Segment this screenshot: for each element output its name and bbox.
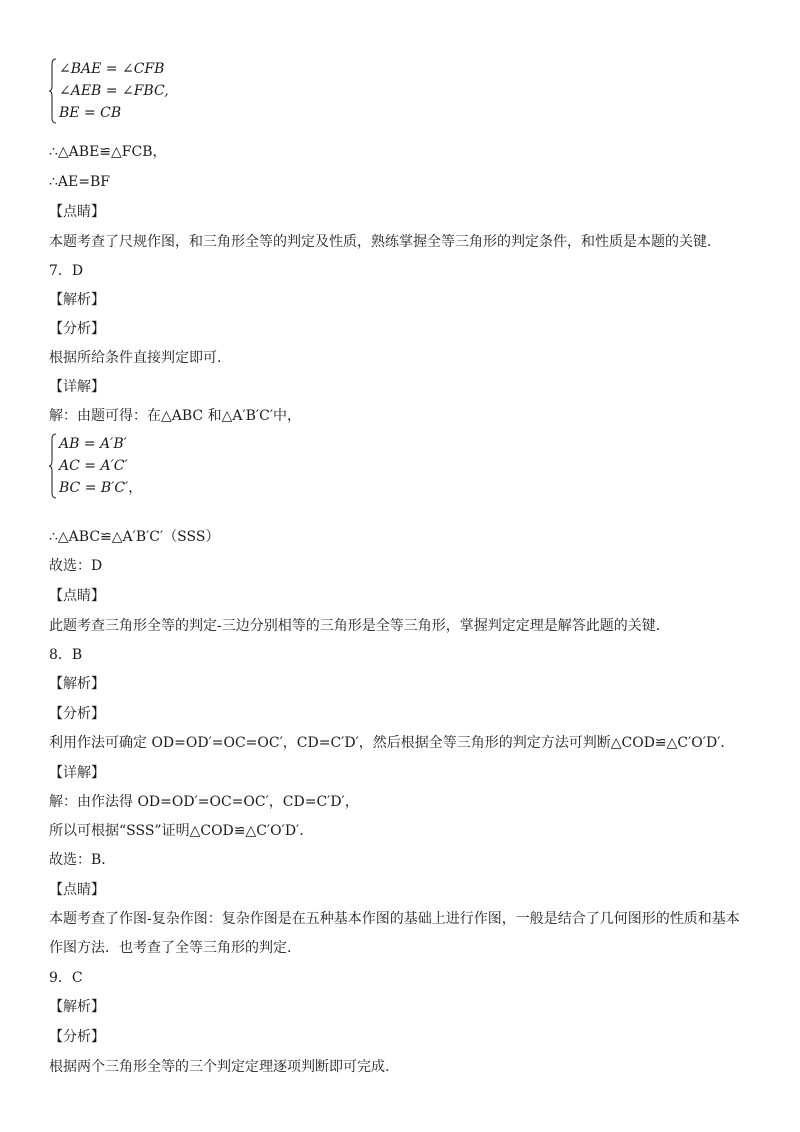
equation-3: BC = B′C′， bbox=[59, 480, 143, 496]
section-heading: 【详解】 bbox=[49, 379, 105, 395]
paragraph: 根据所给条件直接判定即可. bbox=[49, 350, 222, 366]
paragraph: 本题考查了尺规作图，和三角形全等的判定及性质，熟练掌握全等三角形的判定条件，和性质是本题的关键. bbox=[49, 234, 712, 250]
equation-3: BE = CB bbox=[59, 105, 122, 121]
paragraph: 根据两个三角形全等的三个判定定理逐项判断即可完成. bbox=[49, 1059, 390, 1075]
section-heading: 【点睛】 bbox=[49, 204, 105, 220]
equation-1: ∠BAE = ∠CFB bbox=[59, 61, 165, 77]
paragraph: 作图方法．也考查了全等三角形的判定. bbox=[49, 940, 292, 956]
equation-1: AB = A′B′ bbox=[59, 436, 127, 452]
section-heading: 【分析】 bbox=[49, 321, 105, 337]
section-heading: 【分析】 bbox=[49, 1029, 105, 1045]
section-heading: 【解析】 bbox=[49, 676, 105, 692]
conclusion-line: ∴△ABC≌△A′B′C′（SSS） bbox=[49, 529, 220, 545]
section-heading: 【解析】 bbox=[49, 999, 105, 1015]
paragraph: 解：由作法得 OD=OD′=OC=OC′，CD=C′D′， bbox=[49, 794, 359, 810]
equation-2: AC = A′C′ bbox=[59, 458, 128, 474]
section-heading: 【详解】 bbox=[49, 765, 105, 781]
conclusion-line: ∴AE=BF bbox=[49, 174, 110, 190]
answer-line: 故选：D bbox=[49, 558, 103, 574]
question-answer: 8．B bbox=[49, 647, 83, 663]
section-heading: 【分析】 bbox=[49, 706, 105, 722]
equation-2: ∠AEB = ∠FBC, bbox=[59, 83, 169, 99]
answer-line: 故选：B. bbox=[49, 852, 106, 868]
question-answer: 9．C bbox=[49, 970, 83, 986]
section-heading: 【点睛】 bbox=[49, 588, 105, 604]
paragraph: 此题考查三角形全等的判定-三边分别相等的三角形是全等三角形，掌握判定定理是解答此题的关键. bbox=[49, 618, 661, 634]
paragraph: 解：由题可得：在△ABC 和△A′B′C′中， bbox=[49, 408, 301, 424]
paragraph: 利用作法可确定 OD=OD′=OC=OC′，CD=C′D′，然后根据全等三角形的判定方法可判断△COD≌△C′O′D′. bbox=[49, 735, 725, 751]
left-brace-icon bbox=[49, 433, 57, 499]
conclusion-line: ∴△ABE≌△FCB， bbox=[49, 144, 167, 160]
section-heading: 【点睛】 bbox=[49, 882, 105, 898]
question-answer: 7．D bbox=[49, 263, 84, 279]
paragraph: 所以可根据“SSS”证明△COD≌△C′O′D′. bbox=[49, 823, 304, 839]
paragraph: 本题考查了作图-复杂作图：复杂作图是在五种基本作图的基础上进行作图，一般是结合了几何图形的性质和基本 bbox=[49, 911, 740, 927]
left-brace-icon bbox=[49, 58, 57, 124]
section-heading: 【解析】 bbox=[49, 292, 105, 308]
